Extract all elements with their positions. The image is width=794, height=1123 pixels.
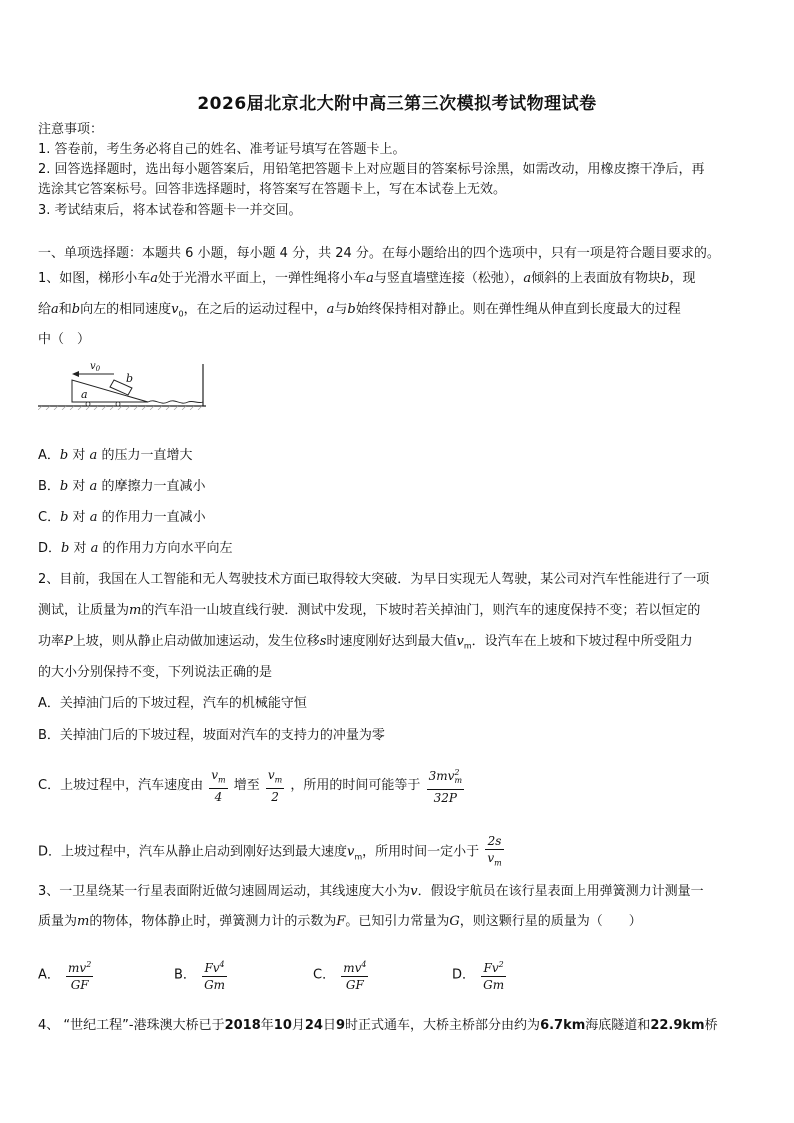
fraction: $\frac{Fv^4}{Gm}$ [204, 960, 226, 992]
q1-figure [38, 360, 206, 410]
notice-item-2: 2. 回答选择题时，选出每小题答案后，用铅笔把答题卡上对应题目的答案标号涂黑，如需改动，用橡皮擦干净后，再 [38, 162, 705, 177]
notice-item-3: 3. 考试结束后，将本试卷和答题卡一并交回。 [38, 203, 302, 218]
q3-option-a[interactable]: A． $\frac{mv^2}{GF}$ [38, 960, 92, 992]
fig-label-v0: $v_0$ [90, 361, 101, 373]
q2-line-2: 测试，让质量为m的汽车沿一山坡直线行驶．测试中发现，下坡时若关掉油门，则汽车的速度保持不变；若以恒定的 [38, 603, 701, 618]
notice-heading: 注意事项： [38, 122, 104, 137]
section-heading: 一、单项选择题：本题共 6 小题，每小题 4 分，共 24 分。在每小题给出的四个选项中，只有一项是符合题目要求的。 [38, 246, 720, 261]
q3-option-d[interactable]: D． $\frac{Fv^2}{Gm}$ [452, 960, 505, 992]
q2-line-4: 的大小分别保持不变，下列说法正确的是 [38, 665, 273, 680]
q4-line-1: 4、 “世纪工程”-港珠澳大桥已于2018年10月24日9时正式通车，大桥主桥部分由约为6.7km海底隧道和22.9km桥 [38, 1018, 718, 1033]
page-title: 2026届北京北大附中高三第三次模拟考试物理试卷 [197, 94, 597, 114]
q1-option-d[interactable]: D．b 对 a 的作用力方向水平向左 [38, 541, 233, 556]
q2-option-a[interactable]: A．关掉油门后的下坡过程，汽车的机械能守恒 [38, 696, 307, 711]
fraction: $\frac{v_m}{2}$ [267, 767, 283, 804]
wheel-left [86, 402, 90, 406]
q1-option-a[interactable]: A．b 对 a 的压力一直增大 [38, 448, 193, 463]
fraction: $\frac{3mv^2_m}{32P}$ [428, 768, 463, 806]
fraction: $\frac{2s}{v_m}$ [487, 834, 502, 868]
q2-option-d[interactable]: D．上坡过程中，汽车从静止启动到刚好达到最大速度$v_m$，所用时间一定小于 $\frac{2s}{v_m}$ [38, 834, 506, 870]
q1-option-c[interactable]: C．b 对 a 的作用力一直减小 [38, 510, 206, 525]
fraction: $\frac{mv^2}{GF}$ [68, 960, 92, 992]
fraction: $\frac{v_m}{4}$ [211, 767, 226, 804]
q2-option-c[interactable]: C．上坡过程中，汽车速度由 $\frac{v_m}{4}$ 增至 $\frac{v_m}{2}$ ，所用的时间可能等于 $\frac{3mv^2_m}{32P}$ [38, 767, 463, 806]
q3-option-b[interactable]: B． $\frac{Fv^4}{Gm}$ [174, 960, 226, 992]
fraction: $\frac{mv^4}{GF}$ [343, 960, 367, 992]
notice-item-1: 1. 答卷前，考生务必将自己的姓名、准考证号填写在答题卡上。 [38, 142, 406, 157]
q2-option-b[interactable]: B．关掉油门后的下坡过程，坡面对汽车的支持力的冲量为零 [38, 728, 385, 743]
q3-line-1: 3、一卫星绕某一行星表面附近做匀速圆周运动，其线速度大小为v．假设宇航员在该行星表面上用弹簧测力计测量一 [38, 884, 704, 899]
q1-line-1: 1、如图，梯形小车a处于光滑水平面上，一弹性绳将小车a与竖直墙壁连接（松弛），a倾斜的上表面放有物块b，现 [38, 271, 696, 286]
fraction: $\frac{Fv^2}{Gm}$ [483, 960, 505, 992]
fig-label-a: a [81, 388, 88, 401]
fig-label-b: b [126, 372, 134, 385]
q3-option-c[interactable]: C． $\frac{mv^4}{GF}$ [313, 960, 367, 992]
q1-option-b[interactable]: B．b 对 a 的摩擦力一直减小 [38, 479, 206, 494]
wheel-right [116, 402, 120, 406]
q3-line-2: 质量为m的物体，物体静止时，弹簧测力计的示数为F。已知引力常量为G，则这颗行星的质量为（ ） [38, 914, 642, 929]
q2-line-3: 功率P上坡，则从静止启动做加速运动，发生位移s时速度刚好达到最大值$v_m$．设汽车在上坡和下坡过程中所受阻力 [38, 634, 693, 651]
q1-line-2: 给a和b向左的相同速度$v_0$，在之后的运动过程中，a与b始终保持相对静止。则在弹性绳从伸直到长度最大的过程 [38, 302, 681, 319]
elastic-cord [148, 401, 203, 403]
notice-item-2-cont: 选涂其它答案标号。回答非选择题时，将答案写在答题卡上，写在本试卷上无效。 [38, 182, 507, 197]
q2-line-1: 2、目前，我国在人工智能和无人驾驶技术方面已取得较大突破．为早日实现无人驾驶，某公司对汽车性能进行了一项 [38, 572, 710, 587]
q1-line-3: 中（ ） [38, 332, 91, 347]
